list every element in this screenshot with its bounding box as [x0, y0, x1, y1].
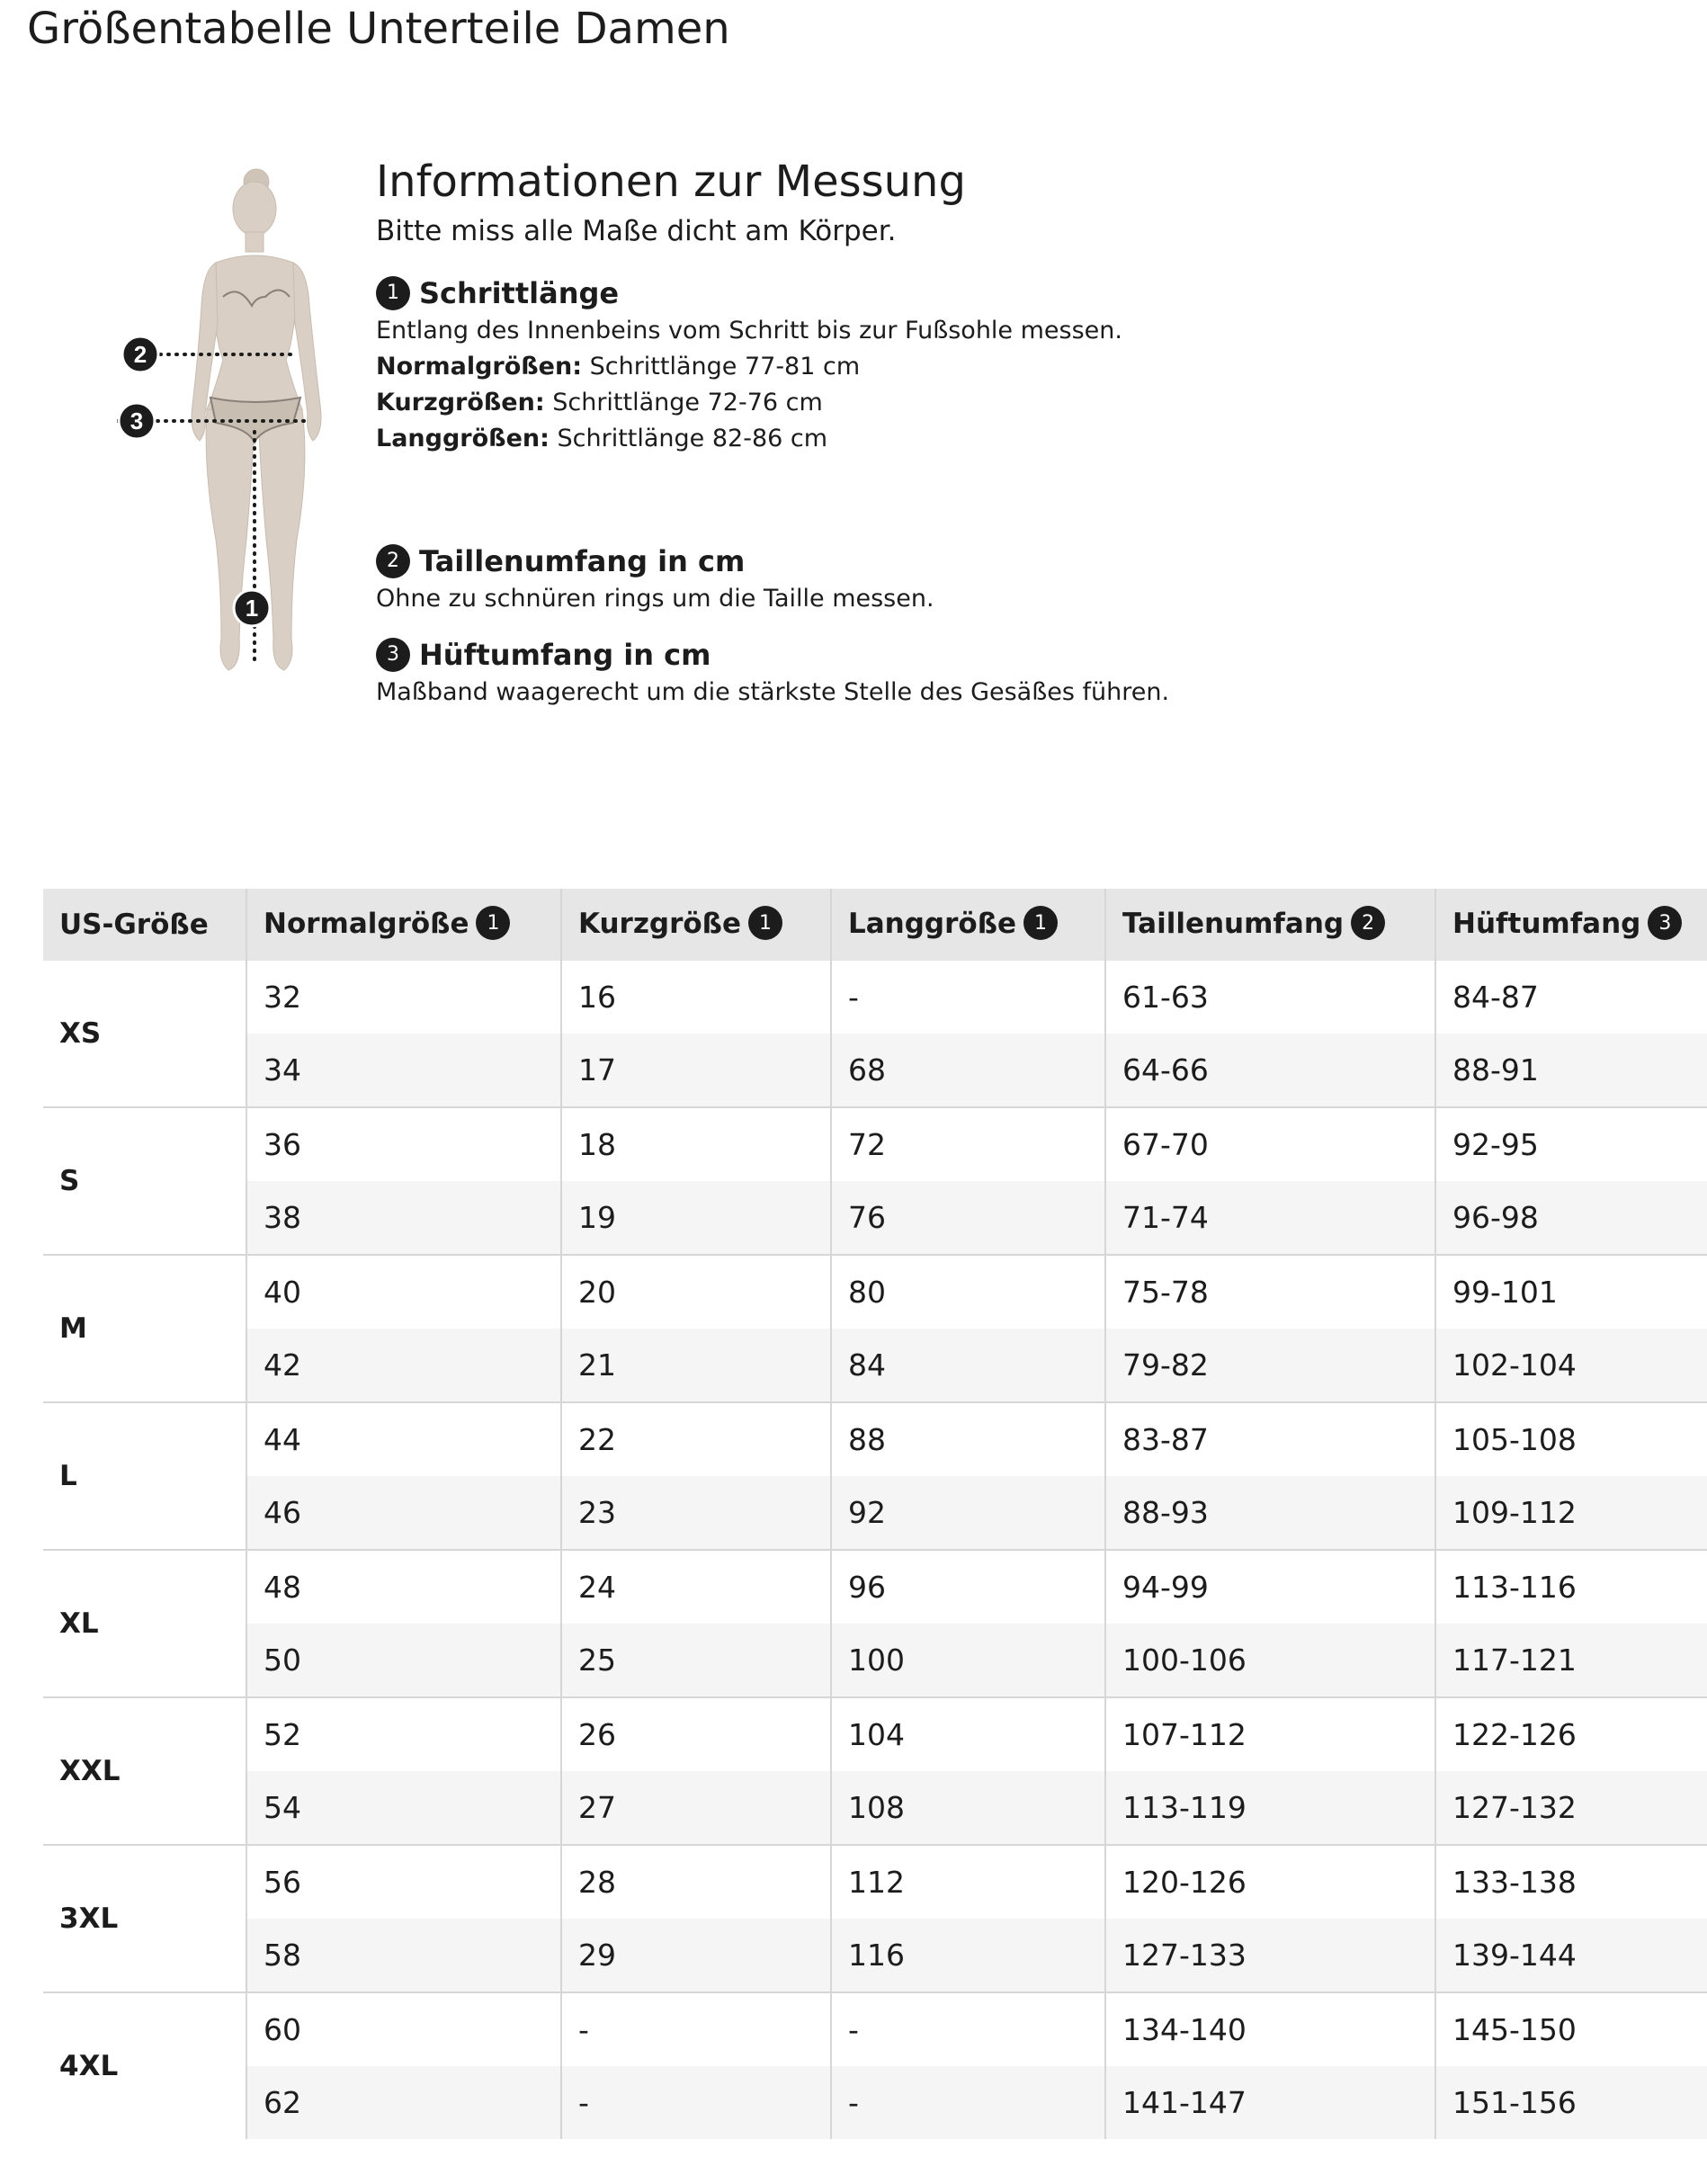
size-cell: 3XL [43, 1845, 246, 1992]
table-cell: 100 [831, 1624, 1105, 1697]
table-cell: 133-138 [1435, 1845, 1707, 1919]
inseam-short: Kurzgrößen: Schrittlänge 72-76 cm [376, 389, 823, 416]
svg-text:2: 2 [133, 341, 147, 368]
table-cell: 64-66 [1105, 1034, 1435, 1107]
table-cell: 44 [246, 1402, 561, 1476]
measure-waist [376, 542, 1455, 617]
table-cell: - [561, 1992, 831, 2066]
table-cell: 71-74 [1105, 1181, 1435, 1255]
table-cell: 120-126 [1105, 1845, 1435, 1919]
table-cell: 84 [831, 1329, 1105, 1402]
size-cell: L [43, 1402, 246, 1550]
size-cell: XS [43, 961, 246, 1107]
table-cell: - [831, 961, 1105, 1034]
table-cell: 100-106 [1105, 1624, 1435, 1697]
measure-inseam [376, 273, 1455, 457]
table-cell: 145-150 [1435, 1992, 1707, 2066]
table-cell: 92 [831, 1476, 1105, 1550]
size-cell: S [43, 1107, 246, 1255]
table-cell: 96-98 [1435, 1181, 1707, 1255]
number-1-icon: 1 [1023, 906, 1058, 940]
table-cell: 46 [246, 1476, 561, 1550]
column-header [1105, 889, 1435, 961]
inseam-long: Langgrößen: Schrittlänge 82-86 cm [376, 425, 828, 452]
woman-silhouette-illustration [117, 162, 351, 684]
table-cell: 92-95 [1435, 1107, 1707, 1181]
table-cell: 18 [561, 1107, 831, 1181]
size-table [43, 889, 1707, 2139]
table-row [43, 1992, 1707, 2066]
marker-3-icon [119, 403, 155, 439]
table-row [43, 961, 1707, 1034]
column-header [43, 889, 246, 961]
table-cell: 58 [246, 1919, 561, 1992]
table-cell: 88 [831, 1402, 1105, 1476]
body-measurement-figure [117, 162, 351, 684]
table-cell: 127-133 [1105, 1919, 1435, 1992]
number-1-icon: 1 [476, 906, 510, 940]
table-cell: 32 [246, 961, 561, 1034]
table-cell: 54 [246, 1771, 561, 1845]
table-cell: 102-104 [1435, 1329, 1707, 1402]
column-header-label: Hüftumfang [1452, 907, 1641, 940]
table-cell: 84-87 [1435, 961, 1707, 1034]
table-body [43, 961, 1707, 2139]
table-cell: 28 [561, 1845, 831, 1919]
table-cell: 141-147 [1105, 2066, 1435, 2139]
measure-title: Taillenumfang in cm [419, 544, 746, 578]
table-row [43, 1476, 1707, 1550]
table-cell: 113-119 [1105, 1771, 1435, 1845]
table-cell: 109-112 [1435, 1476, 1707, 1550]
size-cell: XXL [43, 1697, 246, 1845]
column-header [246, 889, 561, 961]
table-cell: 52 [246, 1697, 561, 1771]
column-header [561, 889, 831, 961]
table-cell: - [831, 1992, 1105, 2066]
table-cell: 60 [246, 1992, 561, 2066]
size-cell: XL [43, 1550, 246, 1697]
svg-text:1: 1 [245, 595, 259, 622]
table-cell: 88-93 [1105, 1476, 1435, 1550]
number-3-icon: 3 [376, 638, 410, 672]
table-cell: 80 [831, 1255, 1105, 1329]
table-row [43, 1034, 1707, 1107]
number-2-icon: 2 [376, 544, 410, 578]
table-cell: 99-101 [1435, 1255, 1707, 1329]
marker-2-icon [122, 336, 158, 372]
table-cell: 76 [831, 1181, 1105, 1255]
table-cell: 104 [831, 1697, 1105, 1771]
info-title: Informationen zur Messung [376, 157, 966, 207]
table-cell: 48 [246, 1550, 561, 1624]
table-row [43, 1697, 1707, 1771]
table-row [43, 1919, 1707, 1992]
table-cell: 34 [246, 1034, 561, 1107]
table-cell: 105-108 [1435, 1402, 1707, 1476]
table-cell: 29 [561, 1919, 831, 1992]
column-header [831, 889, 1105, 961]
column-header-label: Kurzgröße [578, 907, 741, 940]
column-header-label: US-Größe [59, 909, 209, 941]
table-row [43, 1771, 1707, 1845]
table-cell: 127-132 [1435, 1771, 1707, 1845]
table-cell: 117-121 [1435, 1624, 1707, 1697]
measure-title: Schrittlänge [419, 276, 620, 310]
table-cell: 16 [561, 961, 831, 1034]
measurement-info [376, 153, 1455, 711]
measure-description: Entlang des Innenbeins vom Schritt bis zur Fußsohle messen. [376, 317, 1122, 345]
table-cell: 67-70 [1105, 1107, 1435, 1181]
table-cell: 134-140 [1105, 1992, 1435, 2066]
column-header-label: Langgröße [848, 907, 1017, 940]
table-cell: 68 [831, 1034, 1105, 1107]
measure-description: Ohne zu schnüren rings um die Taille messen. [376, 585, 934, 613]
table-cell: 94-99 [1105, 1550, 1435, 1624]
table-cell: 38 [246, 1181, 561, 1255]
table-cell: 17 [561, 1034, 831, 1107]
table-row [43, 1845, 1707, 1919]
column-header-label: Normalgröße [264, 907, 469, 940]
measure-description: Maßband waagerecht um die stärkste Stelle des Gesäßes führen. [376, 678, 1170, 706]
table-cell: 24 [561, 1550, 831, 1624]
table-cell: 113-116 [1435, 1550, 1707, 1624]
table-cell: 79-82 [1105, 1329, 1435, 1402]
table-cell: 25 [561, 1624, 831, 1697]
table-row [43, 1181, 1707, 1255]
size-cell: M [43, 1255, 246, 1402]
table-cell: 151-156 [1435, 2066, 1707, 2139]
table-cell: 50 [246, 1624, 561, 1697]
table-cell: 19 [561, 1181, 831, 1255]
table-cell: 112 [831, 1845, 1105, 1919]
table-cell: 22 [561, 1402, 831, 1476]
page-title: Größentabelle Unterteile Damen [27, 4, 730, 54]
table-row [43, 1329, 1707, 1402]
table-cell: 107-112 [1105, 1697, 1435, 1771]
number-1-icon: 1 [376, 276, 410, 310]
table-cell: - [561, 2066, 831, 2139]
table-cell: 40 [246, 1255, 561, 1329]
inseam-normal: Normalgrößen: Schrittlänge 77-81 cm [376, 353, 861, 380]
table-cell: 122-126 [1435, 1697, 1707, 1771]
table-row [43, 1624, 1707, 1697]
info-subtitle: Bitte miss alle Maße dicht am Körper. [376, 215, 897, 247]
number-3-icon: 3 [1648, 906, 1682, 940]
table-cell: 21 [561, 1329, 831, 1402]
svg-text:3: 3 [130, 407, 144, 434]
number-2-icon: 2 [1351, 906, 1385, 940]
table-row [43, 1107, 1707, 1181]
table-cell: - [831, 2066, 1105, 2139]
table-cell: 116 [831, 1919, 1105, 1992]
table-row [43, 2066, 1707, 2139]
table-row [43, 1402, 1707, 1476]
table-cell: 62 [246, 2066, 561, 2139]
table-cell: 108 [831, 1771, 1105, 1845]
column-header-label: Taillenumfang [1122, 907, 1345, 940]
table-cell: 27 [561, 1771, 831, 1845]
marker-1-icon [234, 590, 270, 626]
table-cell: 96 [831, 1550, 1105, 1624]
measure-hip [376, 635, 1455, 711]
size-cell: 4XL [43, 1992, 246, 2139]
table-cell: 61-63 [1105, 961, 1435, 1034]
table-cell: 26 [561, 1697, 831, 1771]
table-cell: 36 [246, 1107, 561, 1181]
column-header [1435, 889, 1707, 961]
table-row [43, 1550, 1707, 1624]
table-cell: 83-87 [1105, 1402, 1435, 1476]
number-1-icon: 1 [748, 906, 782, 940]
table-cell: 72 [831, 1107, 1105, 1181]
table-cell: 88-91 [1435, 1034, 1707, 1107]
table-cell: 42 [246, 1329, 561, 1402]
table-header [43, 889, 1707, 961]
table-cell: 139-144 [1435, 1919, 1707, 1992]
table-cell: 56 [246, 1845, 561, 1919]
table-cell: 75-78 [1105, 1255, 1435, 1329]
table-cell: 23 [561, 1476, 831, 1550]
measure-title: Hüftumfang in cm [419, 638, 711, 672]
table-row [43, 1255, 1707, 1329]
table-cell: 20 [561, 1255, 831, 1329]
